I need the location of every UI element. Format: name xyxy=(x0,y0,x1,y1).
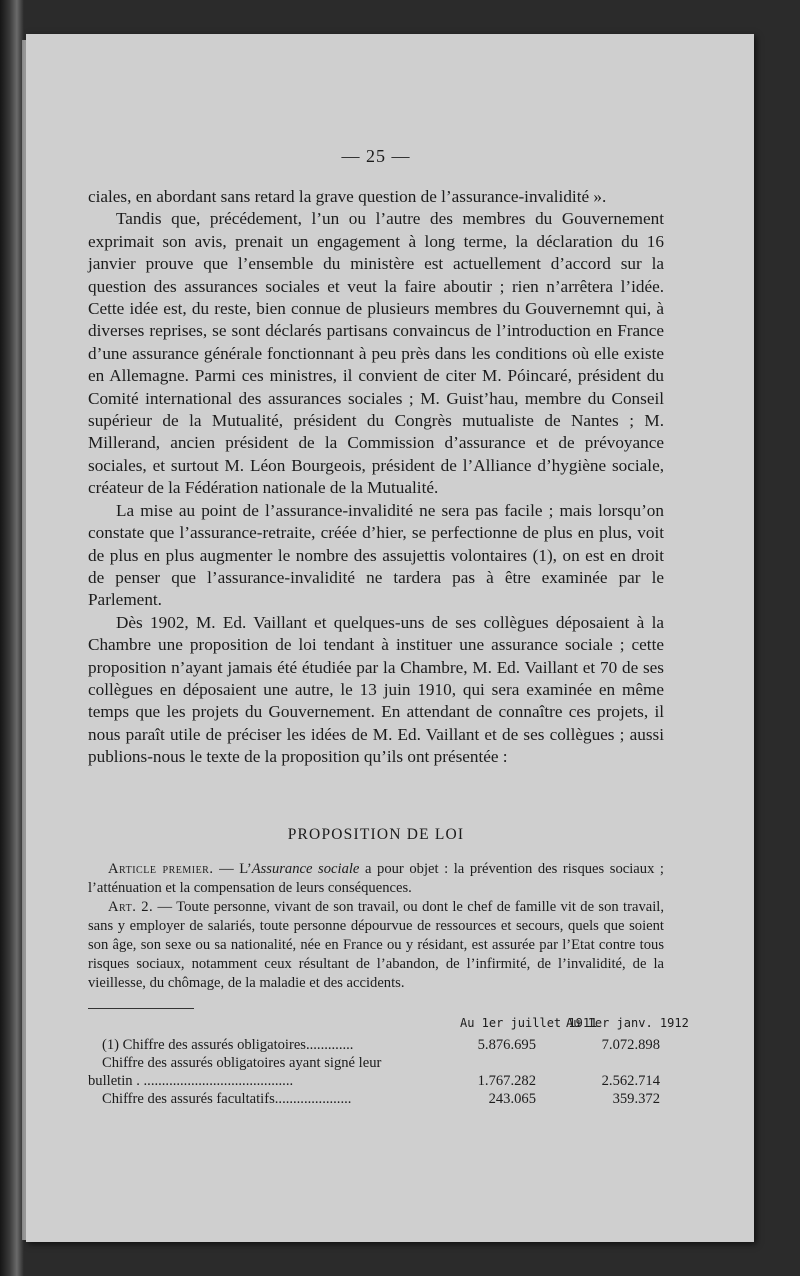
footnote-row xyxy=(88,1090,664,1108)
book-binding xyxy=(0,0,24,1276)
book-page xyxy=(26,34,754,1242)
article-2-text: — Toute personne, vivant de son travail, ou dont le chef de famille vit de son travail, sans y employer de salariés, toute personne dépourvue de ressources et secours, quels que soient son âge, son sexe ou sa nationalité, née en France ou y résidant, est assurée par l’Etat contre tous risques sociaux, notamment ceux résultant de l’abandon, de l’infirmité, de l’invalidité, de la vieillesse, du chômage, de la maladie et des accidents. xyxy=(88,899,664,991)
footnote-row-value-1912: 7.072.898 xyxy=(601,1037,660,1053)
footnote-col1-header: Au 1er juillet 1911 xyxy=(460,1016,598,1030)
paragraph-1: ciales, en abordant sans retard la grave question de l’assurance-invalidité ». xyxy=(88,187,607,206)
footnote-row xyxy=(88,1054,664,1072)
section-heading: PROPOSITION DE LOI xyxy=(287,826,465,843)
footnote-row-label: Chiffre des assurés obligatoires ayant signé leur xyxy=(102,1055,382,1071)
footnote-row-label: (1) Chiffre des assurés obligatoires............. xyxy=(102,1037,354,1053)
article-2-label: Art. 2. xyxy=(108,899,154,915)
footnote-row-label: Chiffre des assurés facultatifs..................... xyxy=(102,1091,352,1107)
footnote-col2-header: Au 1er janv. 1912 xyxy=(566,1016,689,1030)
footnote-row xyxy=(88,1036,664,1054)
footnote-table xyxy=(88,1036,664,1108)
footnote-rule xyxy=(88,1008,194,1009)
footnote-row-value-1912: 359.372 xyxy=(612,1091,660,1107)
footnote-row xyxy=(88,1072,664,1090)
footnote-row-value-1911: 243.065 xyxy=(488,1091,536,1107)
body-text xyxy=(88,186,664,769)
paragraph-2: Tandis que, précédement, l’un ou l’autre des membres du Gouvernement exprimait son avis, prenait un engagement à long terme, la déclaration du 16 janvier prouve que l’ensemble du ministère est actuellement d’accord sur la question des assurances sociales et veut la faire aboutir ; rien n’arrêtera l’idée. Cette idée est, du reste, bien connue de plusieurs membres du Gouvernemnt qui, à diverses reprises, se sont déclarés partisans convaincus de l’introduction en France d’une assurance générale fonctionnant à peu près dans les conditions où elle existe en Allemagne. Parmi ces ministres, il convient de citer M. Póincaré, président du Comité international des assurances sociales ; M. Guist’hau, membre du Conseil supérieur de la Mutualité, président du Congrès mutualiste de Nantes ; M. Millerand, ancien président de la Commission d’assurance et de prévoyance sociales, et surtout M. Léon Bourgeois, président de l’Alliance d’hygiène sociale, créateur de la Fédération nationale de la Mutualité. xyxy=(88,209,664,498)
article-2 xyxy=(88,898,664,993)
page-number: — 25 — xyxy=(341,146,411,166)
footnote-row-label: bulletin . ......................................... xyxy=(88,1073,294,1089)
footnote-row-value-1911: 5.876.695 xyxy=(477,1037,536,1053)
paragraph-4: Dès 1902, M. Ed. Vaillant et quelques-uns de ses collègues déposaient à la Chambre une proposition de loi tendant à instituer une assurance sociale ; cette proposition n’ayant jamais été étudiée par la Chambre, M. Ed. Vaillant et 70 de ses collègues en déposaient une autre, le 13 juin 1910, qui sera examinée en même temps que les projets du Gouvernement. En attendant de connaître ces projets, il nous paraît utile de préciser les idées de M. Ed. Vaillant et de ses collègues ; aussi publions-nous le texte de la proposition qu’ils ont présentée : xyxy=(88,612,664,767)
article-1-label: Article premier. xyxy=(108,861,214,877)
footnote-row-value-1911: 1.767.282 xyxy=(477,1073,536,1089)
footnote-row-value-1912: 2.562.714 xyxy=(601,1073,660,1089)
article-1-term: Assurance sociale xyxy=(251,861,360,877)
paragraph-3: La mise au point de l’assurance-invalidité ne sera pas facile ; mais lorsqu’on constate que l’assurance-retraite, créée d’hier, se perfectionne de plus en plus, voit de plus en plus augmenter le nombre des assujettis volontaires (1), on est en droit de penser que l’assurance-invalidité ne tardera pas à être examinée par le Parlement. xyxy=(88,500,664,610)
article-1-dash: — L’ xyxy=(213,861,252,877)
article-1-text: a pour objet : la prévention des risques sociaux ; l’atténuation et la compensation de leurs conséquences. xyxy=(88,861,664,896)
article-1 xyxy=(88,860,664,898)
law-text xyxy=(88,860,664,993)
